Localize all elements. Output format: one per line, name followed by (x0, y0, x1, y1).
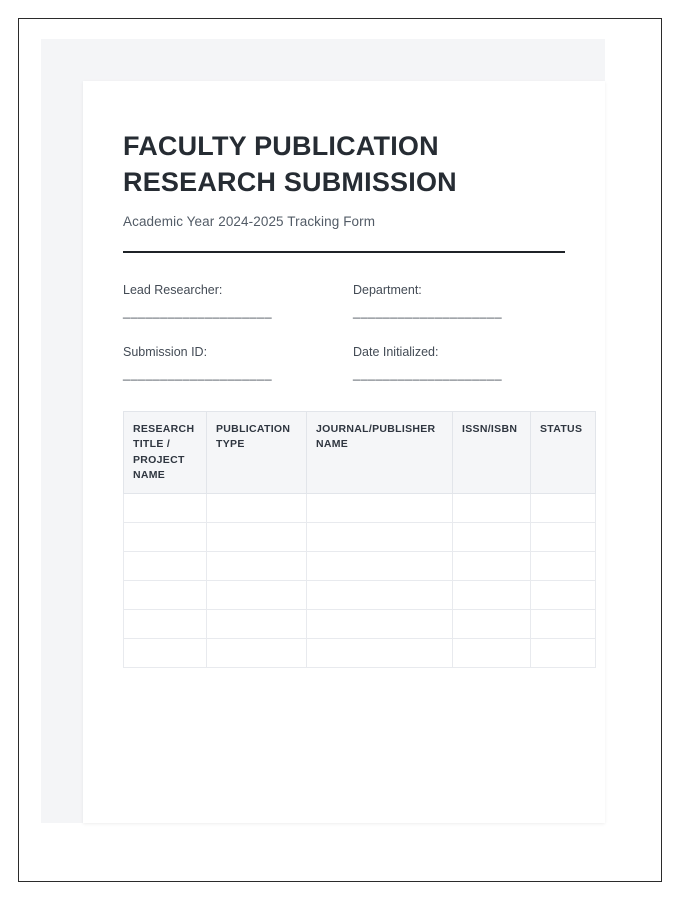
table-cell[interactable] (207, 494, 307, 523)
column-header-journal-publisher: JOURNAL/PUBLISHER NAME (307, 412, 453, 494)
table-cell[interactable] (124, 494, 207, 523)
column-header-issn-isbn: ISSN/ISBN (453, 412, 531, 494)
field-lead-researcher (123, 283, 345, 319)
column-header-research-title: RESEARCH TITLE / PROJECT NAME (124, 412, 207, 494)
field-input-line[interactable]: ____________________ (123, 305, 273, 320)
table-cell[interactable] (531, 494, 596, 523)
field-label: Date Initialized: (353, 345, 439, 360)
table-cell[interactable] (124, 552, 207, 581)
publications-table (123, 411, 596, 668)
table-cell[interactable] (307, 639, 453, 668)
table-cell[interactable] (453, 552, 531, 581)
field-label: Department: (353, 283, 422, 298)
field-input-line[interactable]: ____________________ (353, 305, 503, 320)
field-label: Lead Researcher: (123, 283, 223, 298)
document-page (83, 81, 605, 823)
table-cell[interactable] (531, 523, 596, 552)
table-header-row (124, 412, 596, 494)
field-date-initialized (345, 345, 567, 381)
table-cell[interactable] (453, 523, 531, 552)
table-cell[interactable] (531, 610, 596, 639)
page-subtitle: Academic Year 2024-2025 Tracking Form (123, 214, 376, 230)
table-row (124, 494, 596, 523)
table-row (124, 610, 596, 639)
table-cell[interactable] (124, 523, 207, 552)
field-submission-id (123, 345, 345, 381)
column-header-status: STATUS (531, 412, 596, 494)
table-cell[interactable] (531, 552, 596, 581)
table-cell[interactable] (307, 494, 453, 523)
table-cell[interactable] (307, 523, 453, 552)
metadata-fields (123, 283, 567, 407)
table-row (124, 523, 596, 552)
table-cell[interactable] (453, 610, 531, 639)
table-cell[interactable] (124, 610, 207, 639)
table-cell[interactable] (307, 581, 453, 610)
field-input-line[interactable]: ____________________ (353, 367, 503, 382)
table-cell[interactable] (124, 639, 207, 668)
table-cell[interactable] (124, 581, 207, 610)
title-divider (123, 251, 565, 253)
table-cell[interactable] (207, 639, 307, 668)
table-cell[interactable] (207, 610, 307, 639)
table-row (124, 639, 596, 668)
table-body (124, 494, 596, 668)
table-cell[interactable] (531, 581, 596, 610)
document-viewport (18, 18, 662, 882)
table-row (124, 581, 596, 610)
table-cell[interactable] (207, 523, 307, 552)
field-label: Submission ID: (123, 345, 208, 360)
field-input-line[interactable]: ____________________ (123, 367, 273, 382)
table-cell[interactable] (453, 581, 531, 610)
table-cell[interactable] (531, 639, 596, 668)
table-cell[interactable] (453, 494, 531, 523)
table-cell[interactable] (307, 552, 453, 581)
field-department (345, 283, 567, 319)
table-row (124, 552, 596, 581)
table-cell[interactable] (307, 610, 453, 639)
table-cell[interactable] (207, 552, 307, 581)
page-title: FACULTY PUBLICATION RESEARCH SUBMISSION (123, 131, 457, 197)
table-cell[interactable] (453, 639, 531, 668)
column-header-publication-type: PUBLICATION TYPE (207, 412, 307, 494)
table-cell[interactable] (207, 581, 307, 610)
